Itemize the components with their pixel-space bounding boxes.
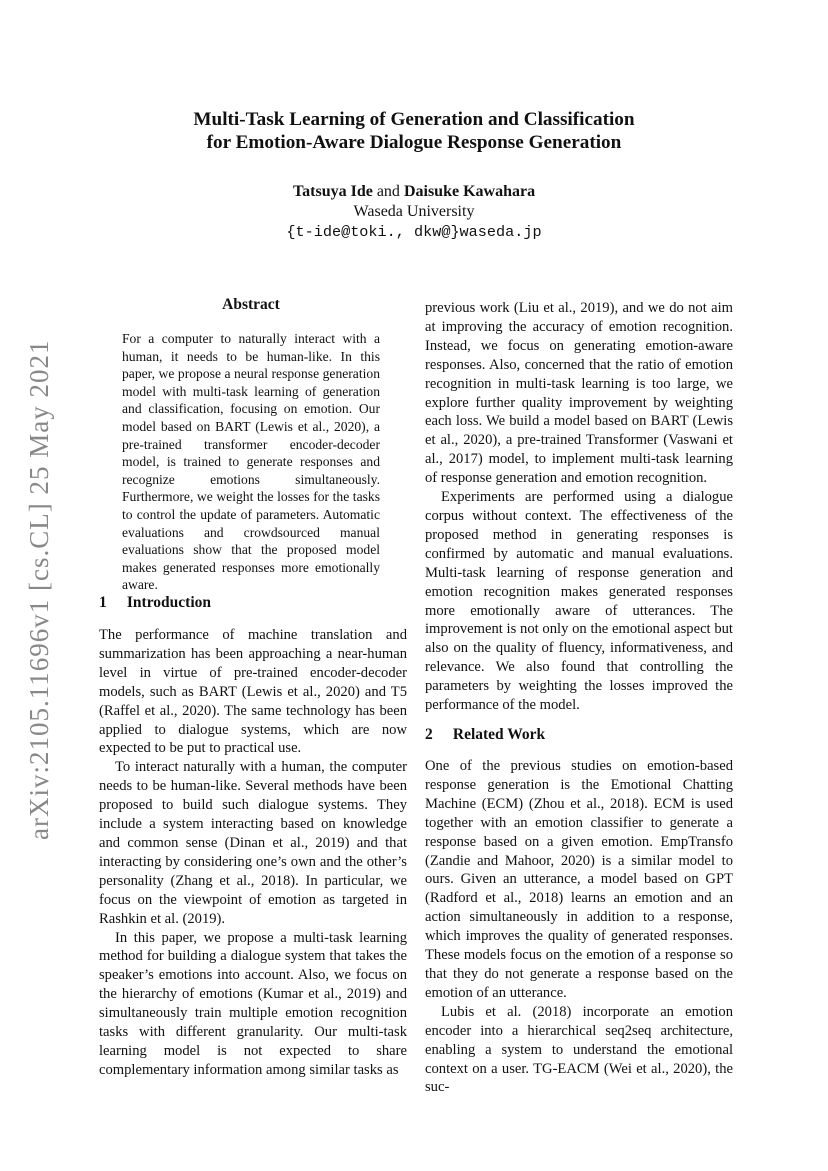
paragraph: To interact naturally with a human, the computer needs to be human-like. Several methods have been proposed to build such dialogue systems. They include a system interacting based on knowledge and common sense (Dinan et al., 2019) and that interacting by considering one’s own and the other’s personality (Zhang et al., 2018). In particular, we focus on the viewpoint of emotion as targeted in Rashkin et al. (2019). <box>99 759 407 927</box>
section-1-heading <box>99 594 211 612</box>
author-name: Tatsuya Ide <box>292 183 373 200</box>
author-name: Daisuke Kawahara <box>403 183 536 200</box>
section-title: Introduction <box>126 594 211 611</box>
section-2-heading <box>425 726 545 744</box>
paragraph: One of the previous studies on emotion-based response generation is the Emotional Chatting Machine (ECM) (Zhou et al., 2018). ECM is used together with an emotion classifier to generate a response based on a given emotion. EmpTransfo (Zandie and Mahoor, 2020) is a similar model to ours. Given an utterance, a model based on GPT (Radford et al., 2018) learns an emotion and an action simultaneously in addition to a response, which improves the quality of generated responses. These models focus on the emotion of a response so that they do not generate a response based on the emotion of an utterance. <box>425 758 733 1001</box>
title-line-1: Multi-Task Learning of Generation and Classification <box>193 109 635 130</box>
right-column-section-2 <box>425 757 733 1097</box>
paragraph: previous work (Liu et al., 2019), and we do not aim at improving the accuracy of emotion recognition. Instead, we focus on generating emotion-aware responses. Also, concerned that the ratio of emotion recognition in multi-task learning is too large, we explore further quality improvement by weighting each loss. We build a model based on BART (Lewis et al., 2020), a pre-trained Transformer (Vaswani et al., 2017) model, to implement multi-task learning of response generation and emotion recognition. <box>425 300 733 487</box>
paragraph: In this paper, we propose a multi-task learning method for building a dialogue system that takes the speaker’s emotions into account. Also, we focus on the hierarchy of emotions (Kumar et al., 2019) and simultaneously train multiple emotion recognition tasks with different granularity. Our multi-task learning model is not expected to share complementary information among similar tasks as <box>99 929 407 1078</box>
left-column-body <box>99 626 407 1080</box>
arxiv-identifier: arXiv:2105.11696v1 [cs.CL] 25 May 2021 <box>24 339 54 840</box>
author-conjunction: and <box>376 183 400 200</box>
section-title: Related Work <box>452 726 546 743</box>
affiliation: Waseda University <box>353 203 475 220</box>
author-line <box>120 182 708 202</box>
paragraph: Lubis et al. (2018) incorporate an emotion encoder into a hierarchical seq2seq architecture, enabling a system to understand the emotional context on a user. TG-EACM (Wei et al., 2020), the suc- <box>425 1003 733 1096</box>
email-address: {t-ide@toki., dkw@}waseda.jp <box>286 223 542 241</box>
paragraph: The performance of machine translation and summarization has been approaching a near-human level in virtue of pre-trained encoder-decoder models, such as BART (Lewis et al., 2020) and T5 (Raffel et al., 2020). The same technology has been applied to dialogue systems, which are now expected to be put to practical use. <box>99 627 407 757</box>
right-column-body <box>425 299 733 715</box>
abstract-text: For a computer to naturally interact with a human, it needs to be human-like. In this paper, we propose a neural response generation model with multi-task learning of generation and classification, focusing on emotion. Our model based on BART (Lewis et al., 2020), a pre-trained transformer encoder-decoder model, is trained to generate responses and recognize emotions simultaneously. Furthermore, we weight the losses for the tasks to control the update of parameters. Automatic evaluations and crowdsourced manual evaluations show that the proposed model makes generated responses more emotionally aware. <box>122 331 380 593</box>
abstract-heading: Abstract <box>222 296 280 313</box>
paragraph: Experiments are performed using a dialogue corpus without context. The effectiveness of the proposed method in generating responses is confirmed by automatic and manual evaluations. Multi-task learning of response generation and emotion recognition makes generated responses more emotionally aware of utterances. The improvement is not only on the emotional aspect but also on the quality of fluency, informativeness, and relevance. We also found that controlling the parameters by weighting the losses improved the performance of the model. <box>425 489 733 714</box>
abstract-body <box>122 330 380 594</box>
section-number: 2 <box>425 726 433 743</box>
section-number: 1 <box>99 594 107 611</box>
paper-title <box>120 108 708 154</box>
title-line-2: for Emotion-Aware Dialogue Response Generation <box>206 132 622 153</box>
